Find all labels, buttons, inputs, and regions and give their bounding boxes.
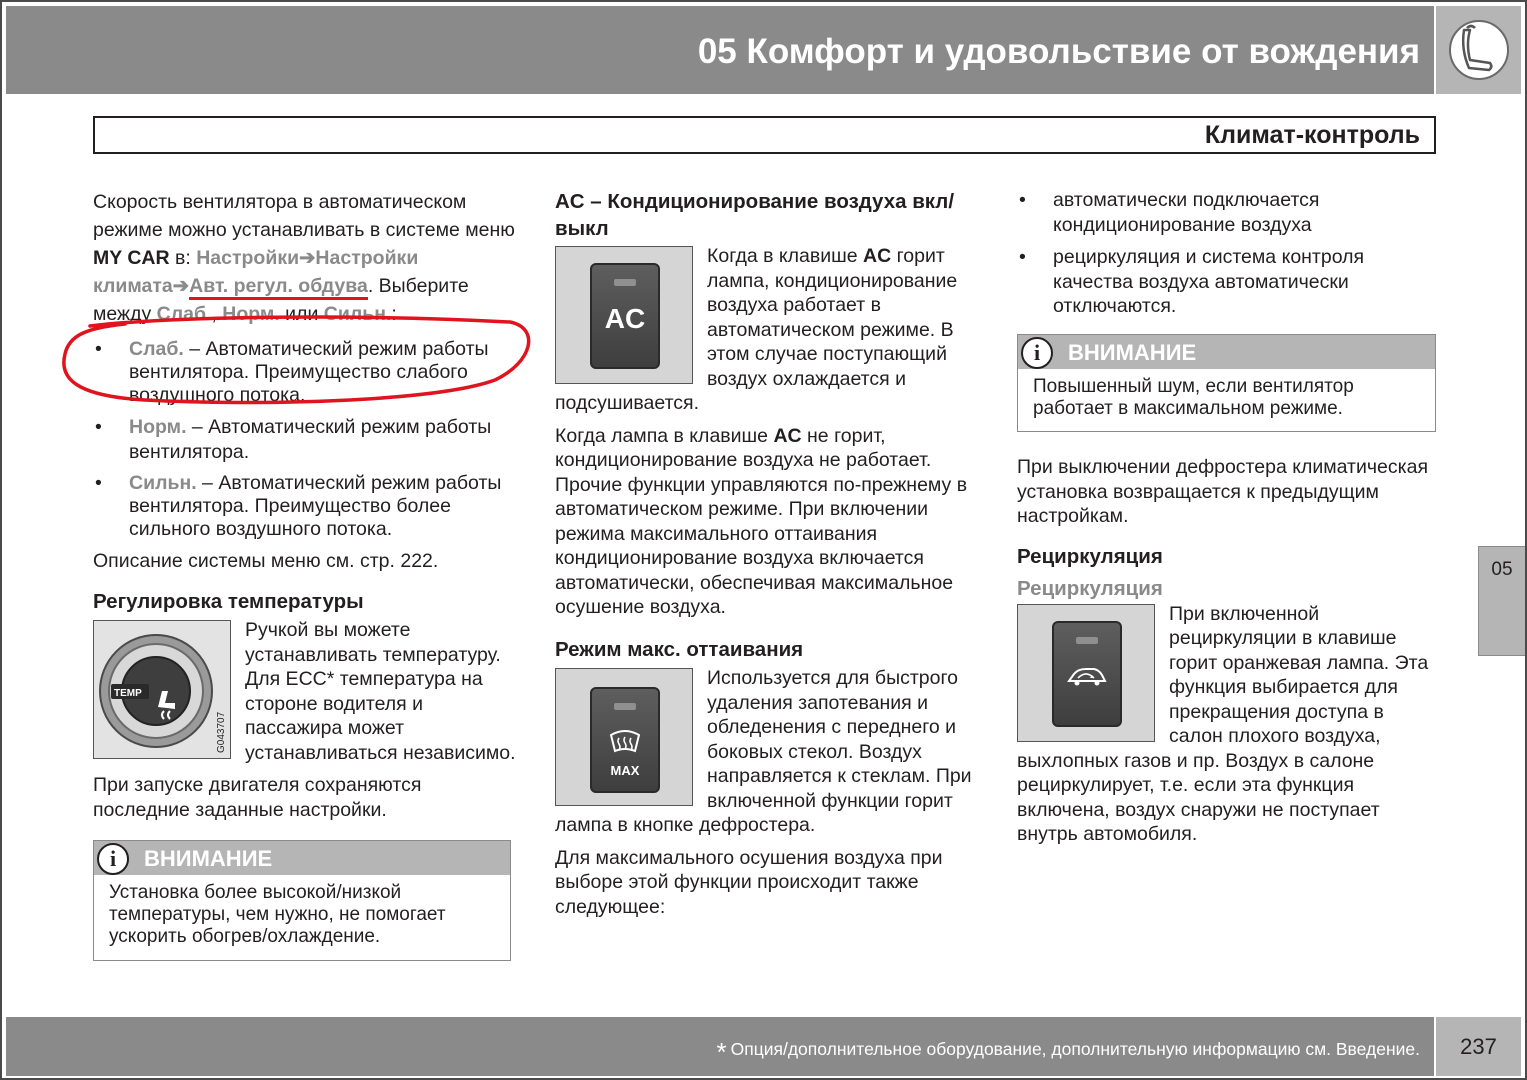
- list-item: • Норм. – Автоматический режим работы вентилятора.: [95, 416, 492, 463]
- windshield-defrost-icon: [609, 729, 641, 755]
- recirc-text: При включенной рециркуляции в клавише горит оранжевая лампа. Эта функция выбирается для прекращения доступа в салон плохого воздуха, выхлопных газов и пр. Воздух в салоне рециркулирует, т.е. если эта функция включена, воздух снаружи не поступает внутрь автомобиля.: [1017, 602, 1429, 845]
- info-icon: i: [97, 843, 129, 875]
- option-high: Сильн.: [323, 303, 392, 325]
- list-item: • автоматически подключается кондиционирование воздуха: [1019, 189, 1320, 236]
- column-3-lower: [1017, 455, 1437, 847]
- page-number: 237: [1436, 1017, 1521, 1076]
- start-text: При запуске двигателя сохраняются последние заданные настройки.: [93, 774, 422, 821]
- warning-box-1: [93, 840, 511, 961]
- ac-heading: AC – Кондиционирование воздуха вкл/выкл: [555, 190, 955, 240]
- list-item: • Слаб. – Автоматический режим работы вентилятора. Преимущество слабого воздушного потока.: [95, 338, 489, 406]
- recirc-subheading: Рециркуляция: [1017, 577, 1163, 600]
- intro-paragraph: Скорость вентилятора в автоматическом режиме можно устанавливать в системе меню MY CAR в: Настройки➔Настройки климата➔Авт. регул. обдува. Выберите между Слаб., Норм. или Сильн.:: [93, 191, 515, 325]
- warning-text: Повышенный шум, если вентилятор работает в максимальном режиме.: [1033, 376, 1354, 419]
- temp-block: [93, 618, 518, 765]
- chapter-side-tab[interactable]: 05: [1478, 546, 1525, 656]
- info-icon: i: [1021, 337, 1053, 369]
- footer-note: * Опция/дополнительное оборудование, дополнительную информацию см. Введение.: [716, 1037, 1420, 1067]
- asterisk: *: [716, 1037, 727, 1067]
- warning-label: ВНИМАНИЕ: [1068, 340, 1197, 365]
- defrost-heading: Режим макс. оттаивания: [555, 637, 804, 661]
- ac-key-label: AC: [604, 303, 646, 334]
- arrow-icon: ➔: [172, 275, 190, 297]
- defrost-text: Используется для быстрого удаления запотевания и обледенения с переднего и боковых стекол. Воздух направляется к стеклам. При включенной функции горит лампа в кнопке дефростера.: [555, 667, 972, 836]
- seat-icon: [1436, 6, 1521, 94]
- section-header: [93, 116, 1436, 154]
- recirc-key-figure: [1017, 604, 1155, 742]
- defrost-block: [555, 666, 977, 838]
- ac-text-on: Когда в клавише AC горит лампа, кондиционирование воздуха работает в автоматическом режиме. В этом случае поступающий воздух охлаждается и подсушивается.: [555, 245, 958, 414]
- menu-name: MY CAR: [93, 247, 170, 269]
- defrost-lamp: [614, 703, 636, 710]
- defrost-key-figure: [555, 668, 693, 806]
- max-dry-text: Для максимального осушения воздуха при выборе этой функции происходит также следующее:: [555, 846, 943, 918]
- recirculation-car-icon: [1066, 665, 1108, 689]
- warning-header: [1018, 335, 1435, 369]
- knob-label: TEMP: [114, 688, 142, 699]
- list-item: • Сильн. – Автоматический режим работы вентилятора. Преимущество более сильного воздушного потока.: [95, 472, 502, 540]
- ac-lamp: [614, 279, 636, 286]
- warning-label: ВНИМАНИЕ: [144, 846, 273, 871]
- menu-reference: Описание системы меню см. стр. 222.: [93, 550, 439, 572]
- page-footer: [6, 1017, 1434, 1076]
- defrost-key-button: [590, 687, 660, 793]
- ac-block: [555, 244, 977, 416]
- chapter-title: 05 Комфорт и удовольствие от вождения: [697, 32, 1420, 71]
- temp-heading: Регулировка температуры: [93, 589, 364, 613]
- option-norm: Норм.: [222, 303, 280, 325]
- defrost-key-label: MAX: [610, 763, 640, 778]
- list-item: • рециркуляция и система контроля качества воздуха автоматически отключаются.: [1019, 246, 1365, 317]
- menu-path-settings: Настройки: [196, 247, 300, 269]
- warning-box-2: [1017, 334, 1436, 432]
- arrow-icon: ➔: [299, 247, 316, 269]
- ac-key-button: [590, 263, 660, 369]
- section-title: Климат-контроль: [1204, 121, 1420, 149]
- ac-text-off: Когда лампа в клавише AC не горит, кондиционирование воздуха не работает. Прочие функции управляются по-прежнему в автоматическом режиме. При включении режима максимального оттаивания кондиционирование воздуха включается автоматически, обеспечивая максимальное осушение воздуха.: [555, 424, 968, 618]
- temp-knob-icon: [94, 621, 230, 758]
- menu-path-climate: Настройки климата: [93, 247, 419, 297]
- recirc-heading: Рециркуляция: [1017, 544, 1163, 568]
- defrost-off-text: При выключении дефростера климатическая установка возвращается к предыдущим настройкам.: [1017, 456, 1429, 527]
- column-2: [555, 188, 977, 927]
- ac-key-figure: [555, 246, 693, 384]
- recirc-lamp: [1076, 637, 1098, 644]
- recirc-key-button: [1052, 621, 1122, 727]
- menu-path-auto-blower: Авт. регул. обдува: [189, 275, 368, 300]
- max-dry-list: [1017, 188, 1437, 319]
- figure-id: G043707: [216, 711, 227, 753]
- option-low: Слаб.: [156, 303, 212, 325]
- warning-header: [94, 841, 510, 875]
- column-3: [1017, 188, 1437, 327]
- warning-text: Установка более высокой/низкой температуры, чем нужно, не помогает ускорить обогрев/охлаждение.: [109, 882, 446, 947]
- temp-text: Ручкой вы можете устанавливать температуру. Для ECC* температура на стороне водителя и пассажира может устанавливаться независимо.: [245, 619, 516, 764]
- temp-knob-figure: [93, 620, 231, 759]
- column-1: [93, 188, 518, 830]
- chapter-icon-box: [1436, 6, 1521, 94]
- recirc-block: [1017, 602, 1437, 847]
- chapter-header: [6, 6, 1434, 94]
- red-annotation-ellipse: [55, 314, 540, 414]
